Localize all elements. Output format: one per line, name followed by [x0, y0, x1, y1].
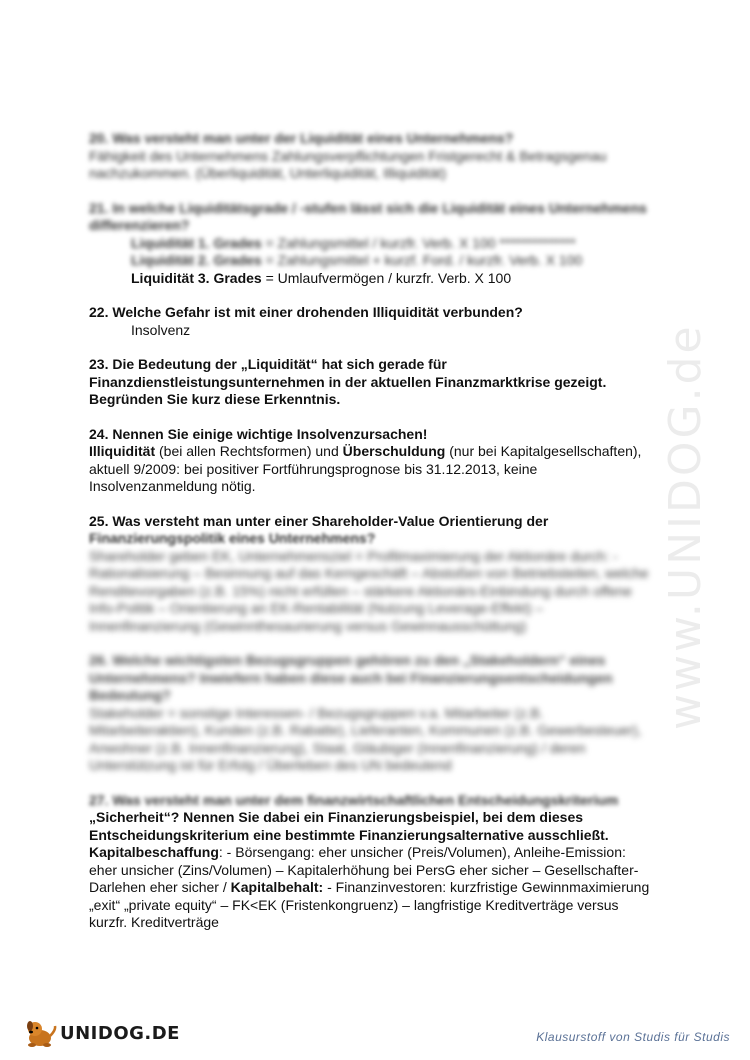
question-27	[89, 792, 689, 932]
question-25-answer-line5: Innenfinanzierung (Gewinnthesaurierung versus Gewinnausschüttung)	[89, 617, 527, 634]
question-24-answer-line2: aktuell 9/2009: bei positiver Fortführungsprognose bis 31.12.2013, keine	[89, 460, 538, 477]
dog-mascot-icon	[22, 1018, 58, 1048]
question-21-title-line2: differenzieren?	[89, 217, 190, 233]
liquidity-grade-1: Liquidität 1. Grades = Zahlungsmittel / kurzfr. Verb. X 100 **************	[131, 234, 576, 251]
question-25-answer-line4: Info-Politik – Orientierung an EK-Rentabilität (Nutzung Leverage-Effekt) –	[89, 600, 544, 616]
question-27-title-line3: Entscheidungskriterium eine bestimmte Finanzierungsalternative ausschließt.	[89, 826, 609, 843]
question-24-answer-line1: Illiquidität (bei allen Rechtsformen) und Überschuldung (nur bei Kapitalgesellschaften),	[89, 443, 642, 459]
question-26-answer-line2: Mitarbeiteraktien), Kunden (z.B. Rabatte), Lieferanten, Kommunen (z.B. Gewerbesteuer),	[89, 722, 642, 738]
question-27-title-line2: „Sicherheit“? Nennen Sie dabei ein Finanzierungsbeispiel, bei dem dieses	[89, 809, 584, 825]
question-27-answer-line4: „exit“ „private equity“ – FK<EK (Fristenkongruenz) – langfristige Kreditverträge versus	[89, 896, 619, 913]
question-24-answer-line3: Insolvenzanmeldung nötig.	[89, 478, 256, 494]
question-25-answer-line2: Rationalisierung – Besinnung auf das Kerngeschäft – Abstoßen von Betriebsteilen, welche	[89, 565, 649, 581]
question-22-title: 22. Welche Gefahr ist mit einer drohenden Illiquidität verbunden?	[89, 304, 523, 320]
question-22	[89, 304, 689, 339]
question-20-title: 20. Was versteht man unter der Liquidität eines Unternehmens?	[89, 130, 514, 146]
question-24-title: 24. Nennen Sie einige wichtige Insolvenzursachen!	[89, 425, 428, 442]
question-20-answer-line1: Fähigkeit des Unternehmens Zahlungsverpflichtungen Fristgerecht & Betragsgenau	[89, 147, 607, 164]
question-20-answer-line2: nachzukommen. (Überliquidität, Unterliquidität, Illiquidität)	[89, 165, 447, 181]
question-26-answer-line3: Anwohner (z.B. Innenfinanzierung), Staat, Gläubiger (Innenfinanzierung) / deren	[89, 739, 586, 756]
question-23	[89, 356, 689, 409]
question-27-answer-line5: kurzfr. Kreditverträge	[89, 914, 219, 930]
question-26-title-line2: Unternehmens? Inwiefern haben diese auch bei Finanzierungsentscheidungen	[89, 669, 613, 686]
question-25-answer-line3: Renditevorgaben (z.B. 15%) nicht erfüllen – stärkere Aktionärs-Einbindung durch offene	[89, 582, 632, 599]
liquidity-grade-2: Liquidität 2. Grades = Zahlungsmittel + kurzf. Ford. / kurzfr. Verb. X 100	[131, 252, 583, 268]
question-26	[89, 652, 689, 775]
question-24	[89, 426, 689, 496]
watermark: www.UNIDOG.de	[660, 323, 711, 730]
question-22-answer: Insolvenz	[131, 321, 191, 338]
document-content	[89, 130, 689, 932]
question-26-answer-line1: Stakeholder = sonstige Interessen- / Bezugsgruppen v.a. Mitarbeiter (z.B.	[89, 704, 544, 721]
question-25-title-line2: Finanzierungspolitik eines Unternehmens?	[89, 530, 376, 546]
question-21	[89, 200, 689, 288]
question-25	[89, 513, 689, 636]
question-25-title-line1: 25. Was versteht man unter einer Shareholder-Value Orientierung der	[89, 512, 549, 529]
question-20	[89, 130, 689, 183]
question-26-title-line1: 26. Welche wichtigsten Bezugsgruppen gehören zu den „Stakeholdern“ eines	[89, 652, 606, 668]
question-27-title-line1: 27. Was versteht man unter dem finanzwirtschaftlichen Entscheidungskriterium	[89, 791, 619, 808]
question-23-title-line3: Begründen Sie kurz diese Erkenntnis.	[89, 391, 341, 407]
unidog-logo	[22, 1018, 180, 1048]
question-23-title-line2: Finanzdienstleistungsunternehmen in der aktuellen Finanzmarktkrise gezeigt.	[89, 373, 607, 390]
question-27-answer-line3: Darlehen eher sicher / Kapitalbehalt: - Finanzinvestoren: kurzfristige Gewinnmaximierung	[89, 879, 650, 895]
question-27-answer-line1: Kapitalbeschaffung: - Börsengang: eher unsicher (Preis/Volumen), Anleihe-Emission:	[89, 844, 626, 860]
logo-text: UNIDOG.DE	[60, 1022, 180, 1044]
question-23-title-line1: 23. Die Bedeutung der „Liquidität“ hat sich gerade für	[89, 356, 447, 372]
footer-tagline: Klausurstoff von Studis für Studis	[536, 1030, 730, 1044]
question-26-title-line3: Bedeutung?	[89, 687, 171, 703]
liquidity-grade-3: Liquidität 3. Grades = Umlaufvermögen / kurzfr. Verb. X 100	[131, 269, 512, 286]
question-25-answer-line1: Shareholder geben EK, Unternehmensziel = Profitmaximierung der Aktionäre durch: -	[89, 547, 618, 564]
question-21-title-line1: 21. In welche Liquiditätsgrade / -stufen lässt sich die Liquidität eines Unternehmens	[89, 199, 647, 216]
question-27-answer-line2: eher unsicher (Zins/Volumen) – Kapitalerhöhung bei PersG eher sicher – Gesellschafter-	[89, 861, 639, 878]
question-26-answer-line4: Unterstützung ist für Erfolg / Überleben des UN bedeutend	[89, 757, 452, 773]
